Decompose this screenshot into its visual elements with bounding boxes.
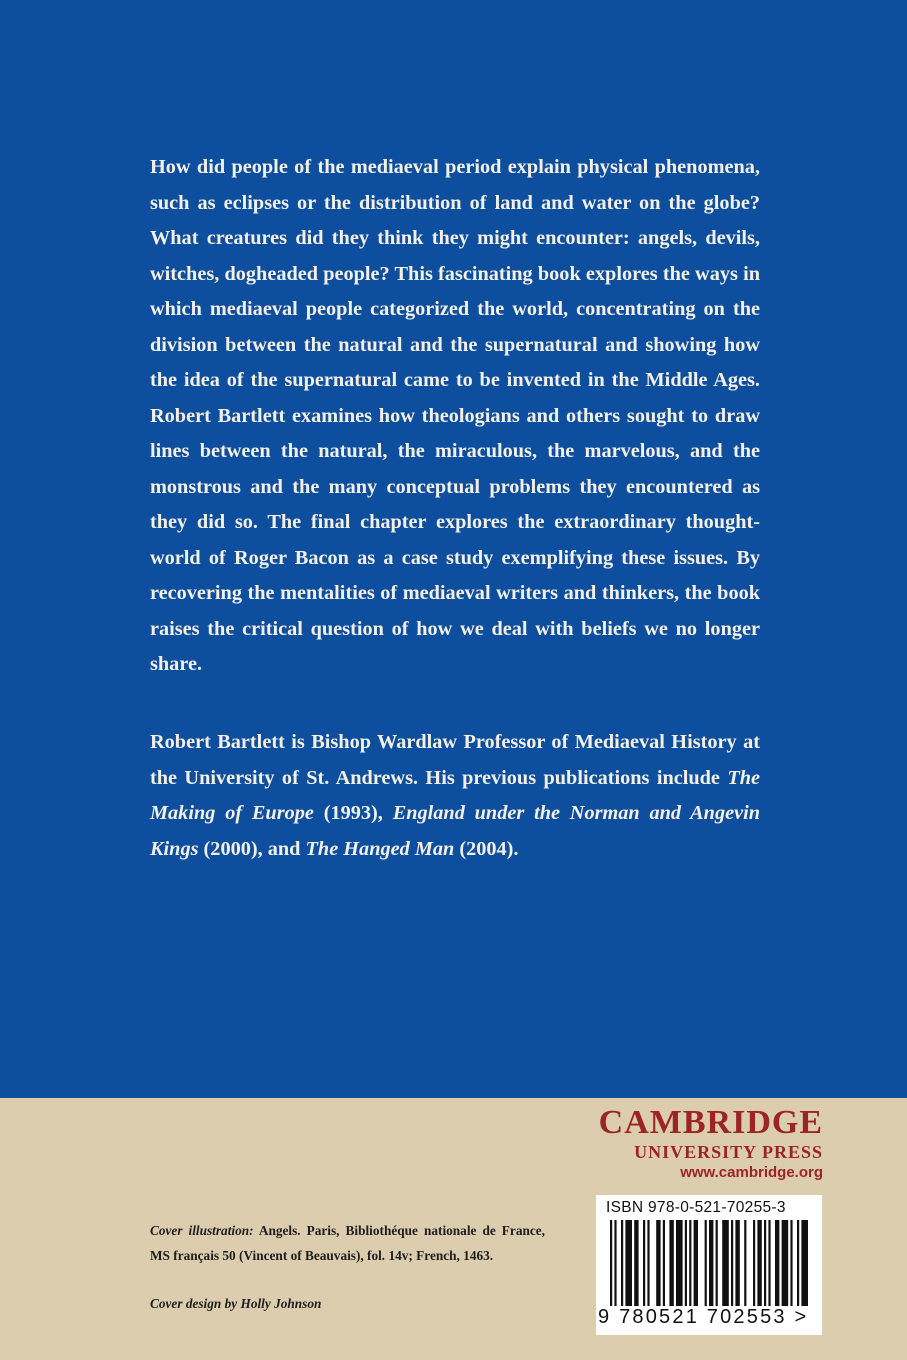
barcode-bar xyxy=(614,1220,616,1306)
bio-year-2: (2000), and xyxy=(198,837,306,860)
barcode-bar xyxy=(775,1220,779,1306)
book-title-1: The Making of Europe xyxy=(150,766,760,824)
credit-label: Cover illustration: xyxy=(150,1223,254,1238)
bio-intro: Robert Bartlett is Bishop Wardlaw Professor of Mediaeval History at the University of St. Andrews. His previous publications include xyxy=(150,731,760,789)
barcode-bar xyxy=(656,1220,660,1306)
cover-design-credit: Cover design by Holly Johnson xyxy=(150,1296,322,1311)
barcode-bar xyxy=(797,1220,799,1306)
barcode-bar xyxy=(669,1220,673,1306)
barcode-bar xyxy=(722,1220,729,1306)
bio-year-3: (2004). xyxy=(454,837,519,860)
barcode-bar xyxy=(625,1220,632,1306)
barcode-bar xyxy=(610,1220,612,1306)
publisher-block xyxy=(599,1104,823,1184)
barcode-bar xyxy=(634,1220,638,1306)
credit-text: Angels. Paris, Bibliothéque nationale de France, MS français 50 (Vincent of Beauvais), fol. 14v; French, 1463. xyxy=(150,1223,545,1263)
author-bio xyxy=(150,725,760,867)
barcode-bar xyxy=(735,1220,739,1306)
barcode-bar xyxy=(768,1220,770,1306)
barcode-bar xyxy=(801,1220,808,1306)
barcode-bar xyxy=(709,1220,713,1306)
bio-year-1: (1993), xyxy=(313,802,393,824)
barcode-bar xyxy=(694,1220,698,1306)
publisher-subtitle: UNIVERSITY PRESS xyxy=(634,1142,823,1162)
publisher-name: CAMBRIDGE xyxy=(598,1104,823,1141)
barcode-bar xyxy=(790,1220,792,1306)
barcode-icon xyxy=(610,1220,810,1306)
barcode-digits: 9 780521 702553 > xyxy=(598,1306,809,1328)
barcode-bar xyxy=(757,1220,761,1306)
book-title-2: England under the Norman and Angevin Kings xyxy=(150,802,760,860)
publisher-url: www.cambridge.org xyxy=(680,1164,823,1181)
barcode-bar xyxy=(753,1220,755,1306)
barcode-bar xyxy=(705,1220,707,1306)
barcode-bar xyxy=(663,1220,665,1306)
barcode-bar xyxy=(744,1220,746,1306)
barcode-bar xyxy=(621,1220,623,1306)
barcode-bar xyxy=(731,1220,733,1306)
barcode-bar xyxy=(689,1220,691,1306)
barcode-bar xyxy=(676,1220,683,1306)
barcode-bar xyxy=(643,1220,645,1306)
barcode-bar xyxy=(647,1220,649,1306)
cover-illustration-credit xyxy=(150,1218,545,1268)
book-title-3: The Hanged Man xyxy=(305,837,455,860)
barcode-bar xyxy=(764,1220,766,1306)
isbn-label: ISBN 978-0-521-70255-3 xyxy=(606,1199,786,1216)
book-description: How did people of the mediaeval period explain physical phenomena, such as eclipses or the distribution of land and water on the globe? What creatures did they think they might encounter: angels, devils, witches, dogheaded people? This fascinating book explores the ways in which mediaeval people categorized the world, concentrating on the division between the natural and the supernatural and showing how the idea of the supernatural came to be invented in the Middle Ages. Robert Bartlett examines how theologians and others sought to draw lines between the natural, the miraculous, the marvelous, and the monstrous and the many conceptual problems they encountered as they did so. The final chapter explores the extraordinary thought-world of Roger Bacon as a case study exemplifying these issues. By recovering the mentalities of mediaeval writers and thinkers, the book raises the critical question of how we deal with beliefs we no longer share. xyxy=(150,156,760,675)
barcode-bar xyxy=(782,1220,789,1306)
barcode-bar xyxy=(685,1220,687,1306)
barcode-bar xyxy=(716,1220,718,1306)
barcode-box xyxy=(596,1195,822,1335)
